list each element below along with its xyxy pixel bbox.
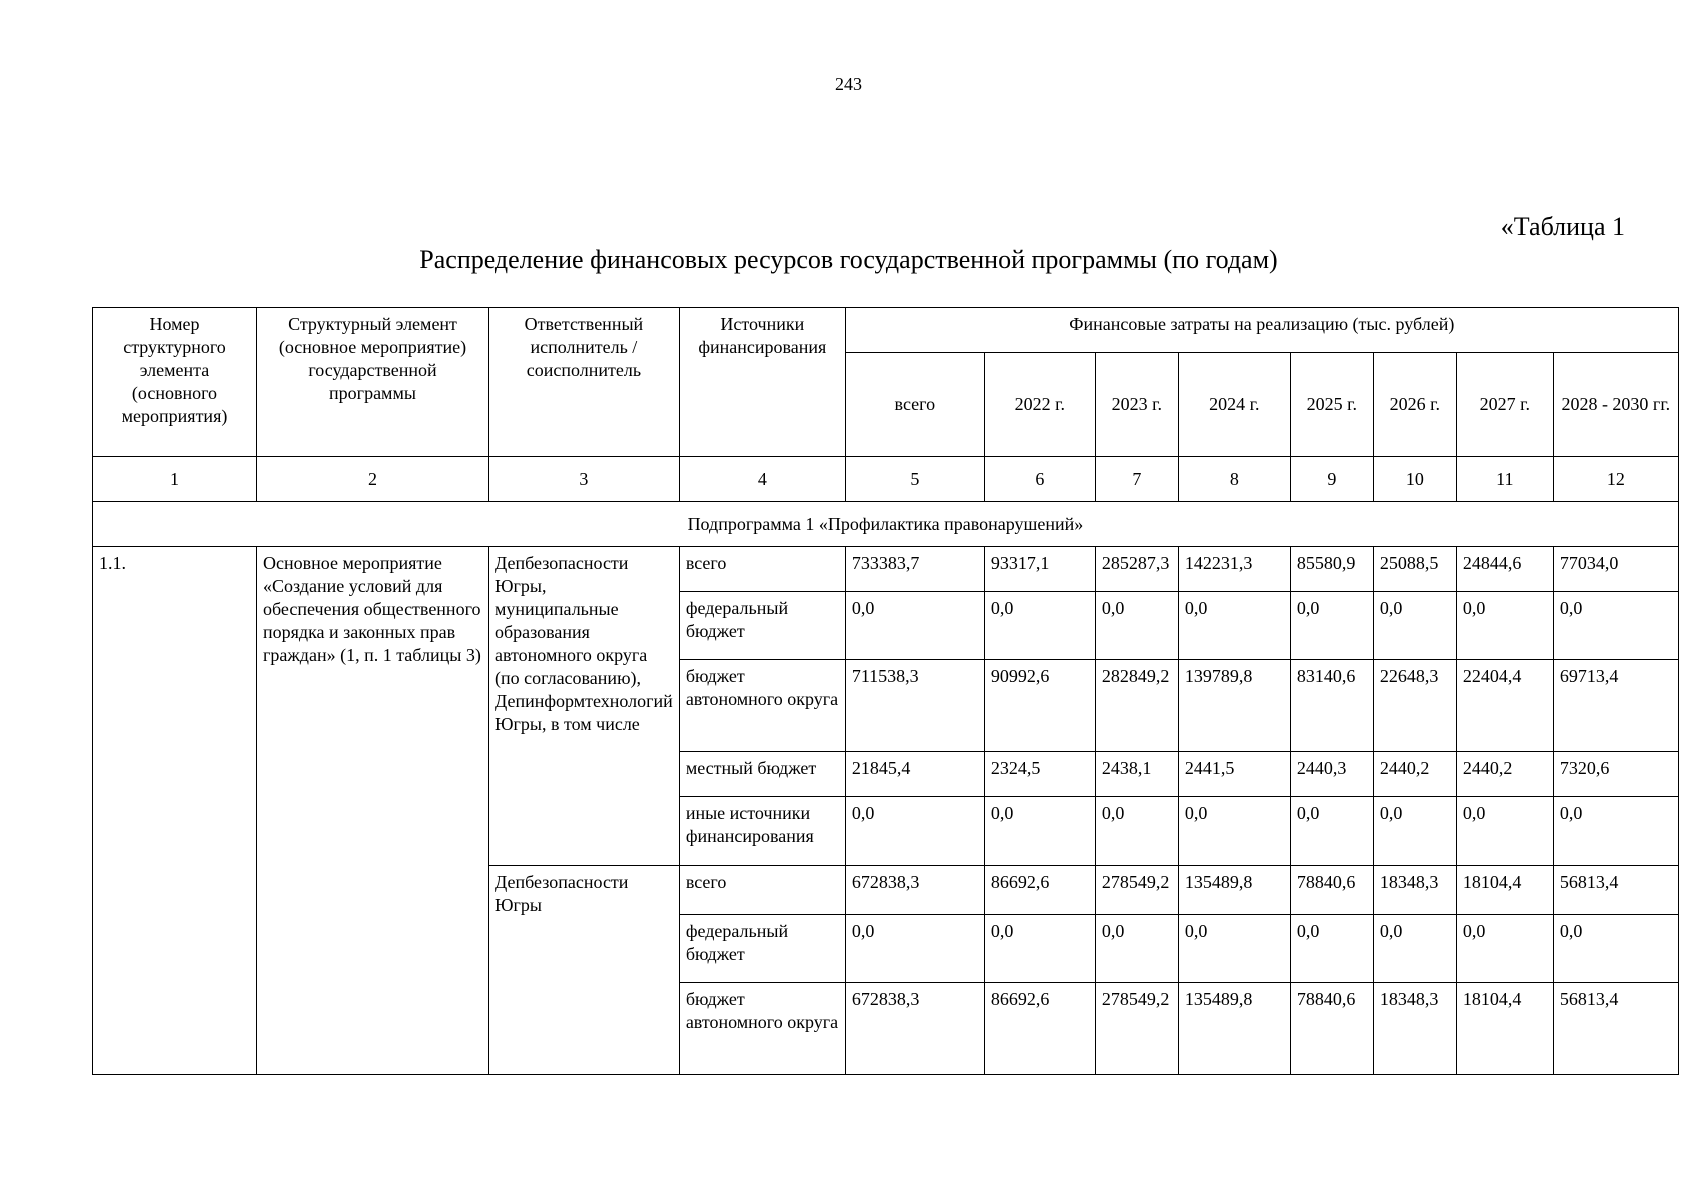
value-cell: 25088,5 — [1373, 547, 1456, 592]
header-year: 2022 г. — [984, 353, 1095, 457]
executor-cell: Депбезопасности Югры — [489, 866, 680, 1075]
value-cell: 2440,2 — [1456, 752, 1553, 797]
value-cell: 0,0 — [1553, 797, 1678, 866]
value-cell: 0,0 — [1290, 797, 1373, 866]
header-year: 2023 г. — [1095, 353, 1178, 457]
financial-table — [92, 307, 1679, 1075]
header-year: всего — [845, 353, 984, 457]
funding-source: всего — [679, 866, 845, 915]
header-row-1 — [93, 308, 1679, 353]
value-cell: 2441,5 — [1178, 752, 1290, 797]
funding-source: бюджет автономного округа — [679, 983, 845, 1075]
subprogram-row — [93, 502, 1679, 547]
value-cell: 21845,4 — [845, 752, 984, 797]
value-cell: 0,0 — [1178, 592, 1290, 660]
value-cell: 0,0 — [984, 797, 1095, 866]
value-cell: 0,0 — [1373, 797, 1456, 866]
column-number: 10 — [1373, 457, 1456, 502]
subprogram-title: Подпрограмма 1 «Профилактика правонарушений» — [93, 502, 1679, 547]
value-cell: 77034,0 — [1553, 547, 1678, 592]
value-cell: 0,0 — [1553, 592, 1678, 660]
value-cell: 2324,5 — [984, 752, 1095, 797]
item-name: Основное мероприятие «Создание условий для обеспечения общественного порядка и законных прав граждан» (1, п. 1 таблицы 3) — [257, 547, 489, 1075]
value-cell: 0,0 — [1095, 592, 1178, 660]
column-number-row — [93, 457, 1679, 502]
value-cell: 90992,6 — [984, 660, 1095, 752]
value-cell: 672838,3 — [845, 983, 984, 1075]
value-cell: 2440,2 — [1373, 752, 1456, 797]
value-cell: 78840,6 — [1290, 983, 1373, 1075]
item-number: 1.1. — [93, 547, 257, 1075]
value-cell: 733383,7 — [845, 547, 984, 592]
page-number: 243 — [835, 74, 862, 94]
value-cell: 282849,2 — [1095, 660, 1178, 752]
value-cell: 85580,9 — [1290, 547, 1373, 592]
value-cell: 0,0 — [1373, 592, 1456, 660]
funding-source: федеральный бюджет — [679, 592, 845, 660]
value-cell: 18348,3 — [1373, 866, 1456, 915]
value-cell: 0,0 — [1456, 915, 1553, 983]
value-cell: 0,0 — [845, 915, 984, 983]
header-executor: Ответственный исполнитель / соисполнитель — [489, 308, 680, 457]
value-cell: 93317,1 — [984, 547, 1095, 592]
value-cell: 711538,3 — [845, 660, 984, 752]
value-cell: 18104,4 — [1456, 866, 1553, 915]
value-cell: 0,0 — [1095, 915, 1178, 983]
value-cell: 0,0 — [1553, 915, 1678, 983]
column-number: 1 — [93, 457, 257, 502]
table-title: Распределение финансовых ресурсов государственной программы (по годам) — [419, 245, 1278, 274]
column-number: 5 — [845, 457, 984, 502]
funding-source: иные источники финансирования — [679, 797, 845, 866]
header-year: 2027 г. — [1456, 353, 1553, 457]
funding-source: бюджет автономного округа — [679, 660, 845, 752]
value-cell: 0,0 — [1456, 797, 1553, 866]
value-cell: 18348,3 — [1373, 983, 1456, 1075]
value-cell: 0,0 — [1290, 915, 1373, 983]
value-cell: 285287,3 — [1095, 547, 1178, 592]
table-caption: «Таблица 1 — [1500, 212, 1625, 241]
header-funding-sources: Источники финансирования — [679, 308, 845, 457]
value-cell: 0,0 — [1290, 592, 1373, 660]
column-number: 4 — [679, 457, 845, 502]
value-cell: 139789,8 — [1178, 660, 1290, 752]
header-year: 2025 г. — [1290, 353, 1373, 457]
value-cell: 672838,3 — [845, 866, 984, 915]
value-cell: 0,0 — [845, 797, 984, 866]
header-year: 2026 г. — [1373, 353, 1456, 457]
header-structure-element: Структурный элемент (основное мероприятие) государственной программы — [257, 308, 489, 457]
value-cell: 135489,8 — [1178, 983, 1290, 1075]
funding-source: федеральный бюджет — [679, 915, 845, 983]
value-cell: 78840,6 — [1290, 866, 1373, 915]
funding-source: всего — [679, 547, 845, 592]
value-cell: 0,0 — [984, 592, 1095, 660]
header-year: 2024 г. — [1178, 353, 1290, 457]
value-cell: 83140,6 — [1290, 660, 1373, 752]
column-number: 8 — [1178, 457, 1290, 502]
column-number: 3 — [489, 457, 680, 502]
funding-source: местный бюджет — [679, 752, 845, 797]
value-cell: 278549,2 — [1095, 983, 1178, 1075]
value-cell: 56813,4 — [1553, 983, 1678, 1075]
value-cell: 24844,6 — [1456, 547, 1553, 592]
value-cell: 56813,4 — [1553, 866, 1678, 915]
value-cell: 135489,8 — [1178, 866, 1290, 915]
column-number: 12 — [1553, 457, 1678, 502]
column-number: 9 — [1290, 457, 1373, 502]
value-cell: 0,0 — [1178, 915, 1290, 983]
table-row — [93, 547, 1679, 592]
value-cell: 0,0 — [984, 915, 1095, 983]
value-cell: 0,0 — [845, 592, 984, 660]
column-number: 11 — [1456, 457, 1553, 502]
executor-cell: Депбезопасности Югры, муниципальные образования автономного округа (по согласованию), Депинформтехнологий Югры, в том числе — [489, 547, 680, 866]
value-cell: 278549,2 — [1095, 866, 1178, 915]
header-financial-costs: Финансовые затраты на реализацию (тыс. рублей) — [845, 308, 1678, 353]
value-cell: 0,0 — [1373, 915, 1456, 983]
value-cell: 86692,6 — [984, 983, 1095, 1075]
value-cell: 2440,3 — [1290, 752, 1373, 797]
value-cell: 2438,1 — [1095, 752, 1178, 797]
column-number: 2 — [257, 457, 489, 502]
value-cell: 18104,4 — [1456, 983, 1553, 1075]
header-structure-number: Номер структурного элемента (основного мероприятия) — [93, 308, 257, 457]
column-number: 6 — [984, 457, 1095, 502]
value-cell: 86692,6 — [984, 866, 1095, 915]
value-cell: 7320,6 — [1553, 752, 1678, 797]
value-cell: 0,0 — [1095, 797, 1178, 866]
value-cell: 22404,4 — [1456, 660, 1553, 752]
value-cell: 142231,3 — [1178, 547, 1290, 592]
value-cell: 0,0 — [1178, 797, 1290, 866]
value-cell: 22648,3 — [1373, 660, 1456, 752]
value-cell: 0,0 — [1456, 592, 1553, 660]
header-year: 2028 - 2030 гг. — [1553, 353, 1678, 457]
column-number: 7 — [1095, 457, 1178, 502]
value-cell: 69713,4 — [1553, 660, 1678, 752]
